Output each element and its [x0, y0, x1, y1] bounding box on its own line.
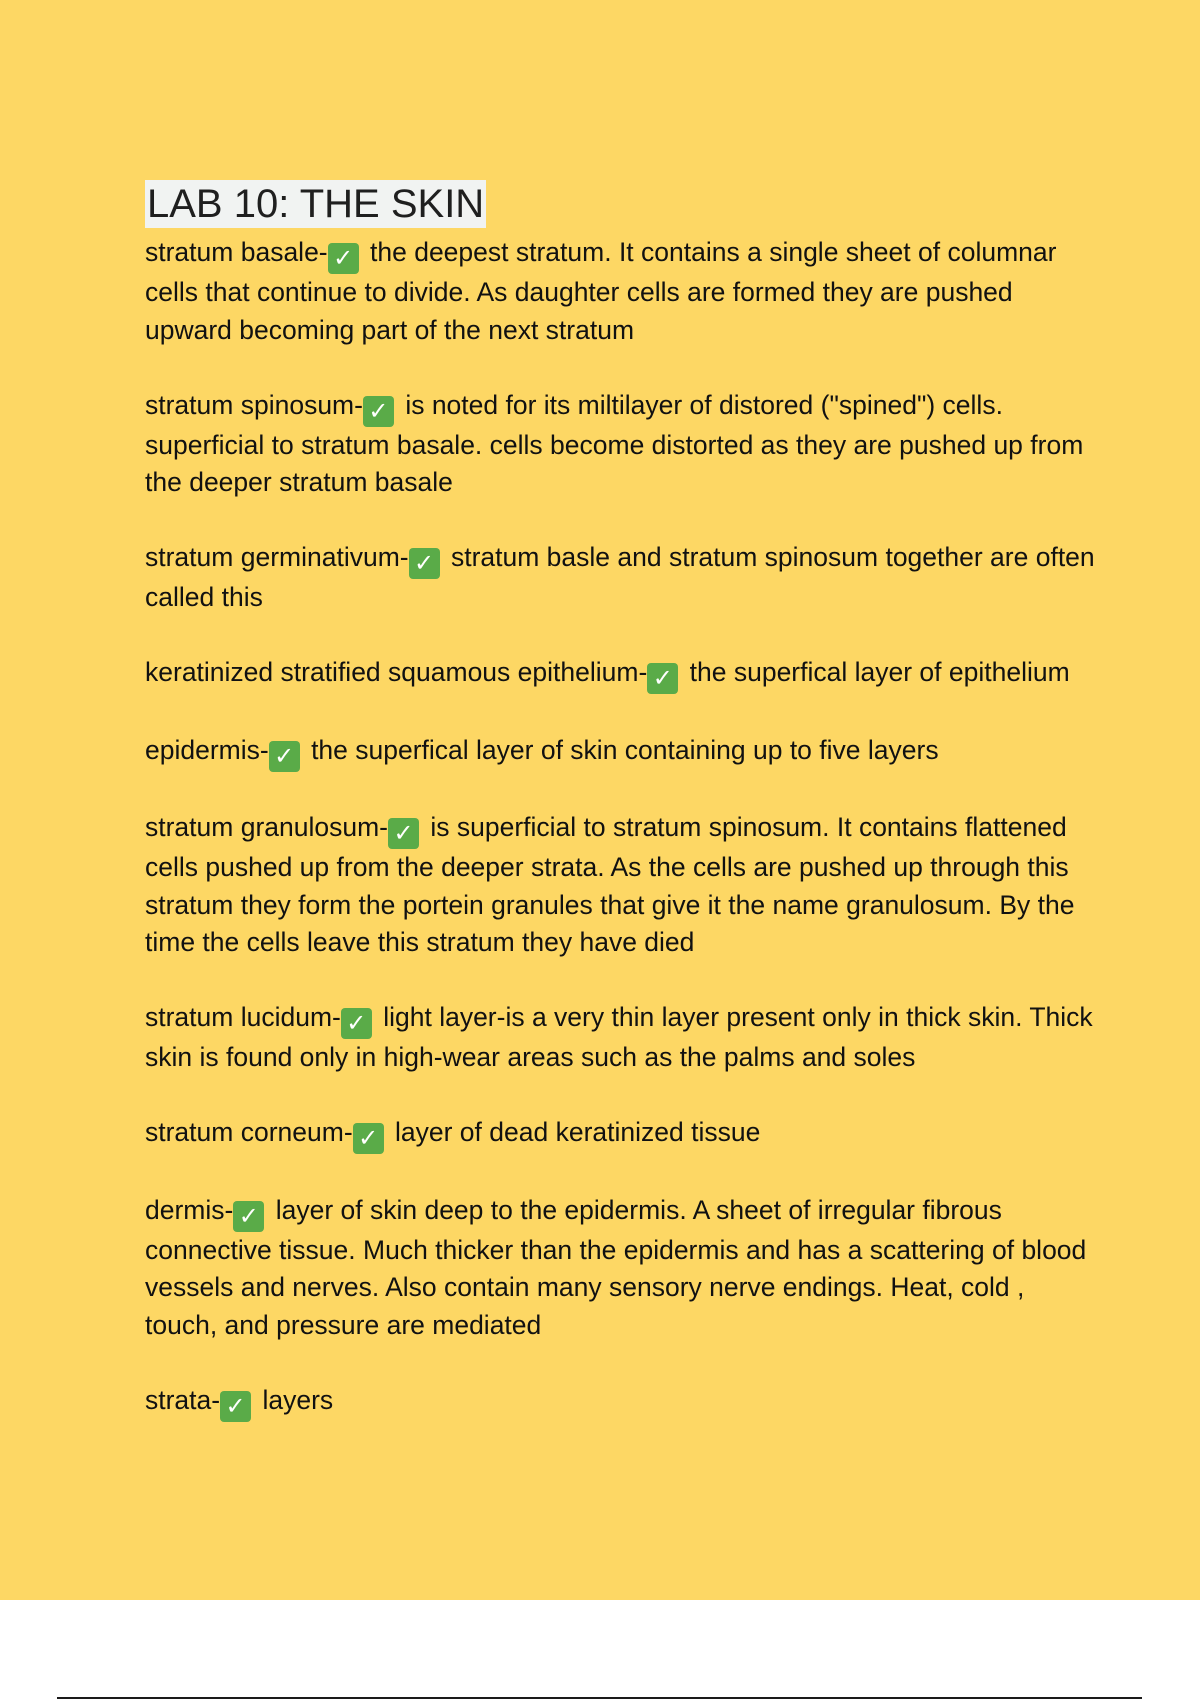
- check-mark-icon: ✓: [220, 1391, 251, 1422]
- term-label: stratum germinativum-: [145, 542, 409, 572]
- definition-entry: [145, 1114, 1095, 1154]
- check-mark-icon: ✓: [647, 663, 678, 694]
- term-label: stratum granulosum-: [145, 812, 389, 842]
- term-label: strata-: [145, 1384, 221, 1415]
- check-mark-icon: ✓: [233, 1201, 264, 1232]
- term-label: dermis-: [145, 1194, 234, 1225]
- check-mark-icon: ✓: [388, 818, 419, 849]
- definition-entry: [145, 1382, 1095, 1422]
- definition-entry: [145, 234, 1095, 349]
- document-content: [145, 180, 1095, 1459]
- definition-text: stratum basle and stratum spinosum together are often called this: [145, 542, 1095, 612]
- check-mark-icon: ✓: [328, 243, 359, 274]
- term-label: epidermis-: [145, 734, 269, 765]
- term-label: stratum lucidum-: [145, 1002, 341, 1032]
- check-mark-icon: ✓: [409, 548, 440, 579]
- term-label: stratum basale-: [145, 237, 328, 267]
- definition-text: the superfical layer of epithelium: [682, 657, 1070, 687]
- check-mark-icon: ✓: [269, 741, 300, 772]
- definition-entry: [145, 654, 1095, 694]
- page-title: LAB 10: THE SKIN: [147, 182, 485, 226]
- definition-entry: [145, 999, 1095, 1077]
- definition-text: is noted for its miltilayer of distored ("spined") cells. superficial to stratum basale. cells become distorted as they are pushed up from the deeper stratum basale: [145, 389, 1084, 497]
- bottom-divider: [57, 1697, 1142, 1699]
- definition-entry: [145, 387, 1095, 502]
- definition-entry: [145, 732, 1095, 772]
- definition-entry: [145, 539, 1095, 617]
- definition-text: the deepest stratum. It contains a single sheet of columnar cells that continue to divide. As daughter cells are formed they are pushed upward becoming part of the next stratum: [145, 237, 1057, 345]
- definition-text: the superfical layer of skin containing up to five layers: [303, 734, 939, 765]
- check-mark-icon: ✓: [353, 1123, 384, 1154]
- definition-text: light layer-is a very thin layer present only in thick skin. Thick skin is found only in high-wear areas such as the palms and soles: [145, 1002, 1093, 1072]
- definition-text: layer of dead keratinized tissue: [387, 1117, 761, 1147]
- definition-entry: [145, 809, 1095, 962]
- check-mark-icon: ✓: [341, 1008, 372, 1039]
- term-label: keratinized stratified squamous epithelium-: [145, 657, 648, 687]
- term-label: stratum corneum-: [145, 1117, 353, 1147]
- check-mark-icon: ✓: [363, 396, 394, 427]
- definition-text: layer of skin deep to the epidermis. A sheet of irregular fibrous connective tissue. Much thicker than the epidermis and has a scattering of blood vessels and nerves. Also contain many sensory nerve endings. Heat, cold , touch, and pressure are mediated: [145, 1194, 1087, 1340]
- definition-entry: [145, 1192, 1095, 1345]
- definition-text: layers: [255, 1384, 334, 1415]
- definition-text: is superficial to stratum spinosum. It contains flattened cells pushed up from the deeper strata. As the cells are pushed up through this stratum they form the portein granules that give it the name granulosum. By the time the cells leave this stratum they have died: [145, 812, 1075, 957]
- term-label: stratum spinosum-: [145, 389, 363, 420]
